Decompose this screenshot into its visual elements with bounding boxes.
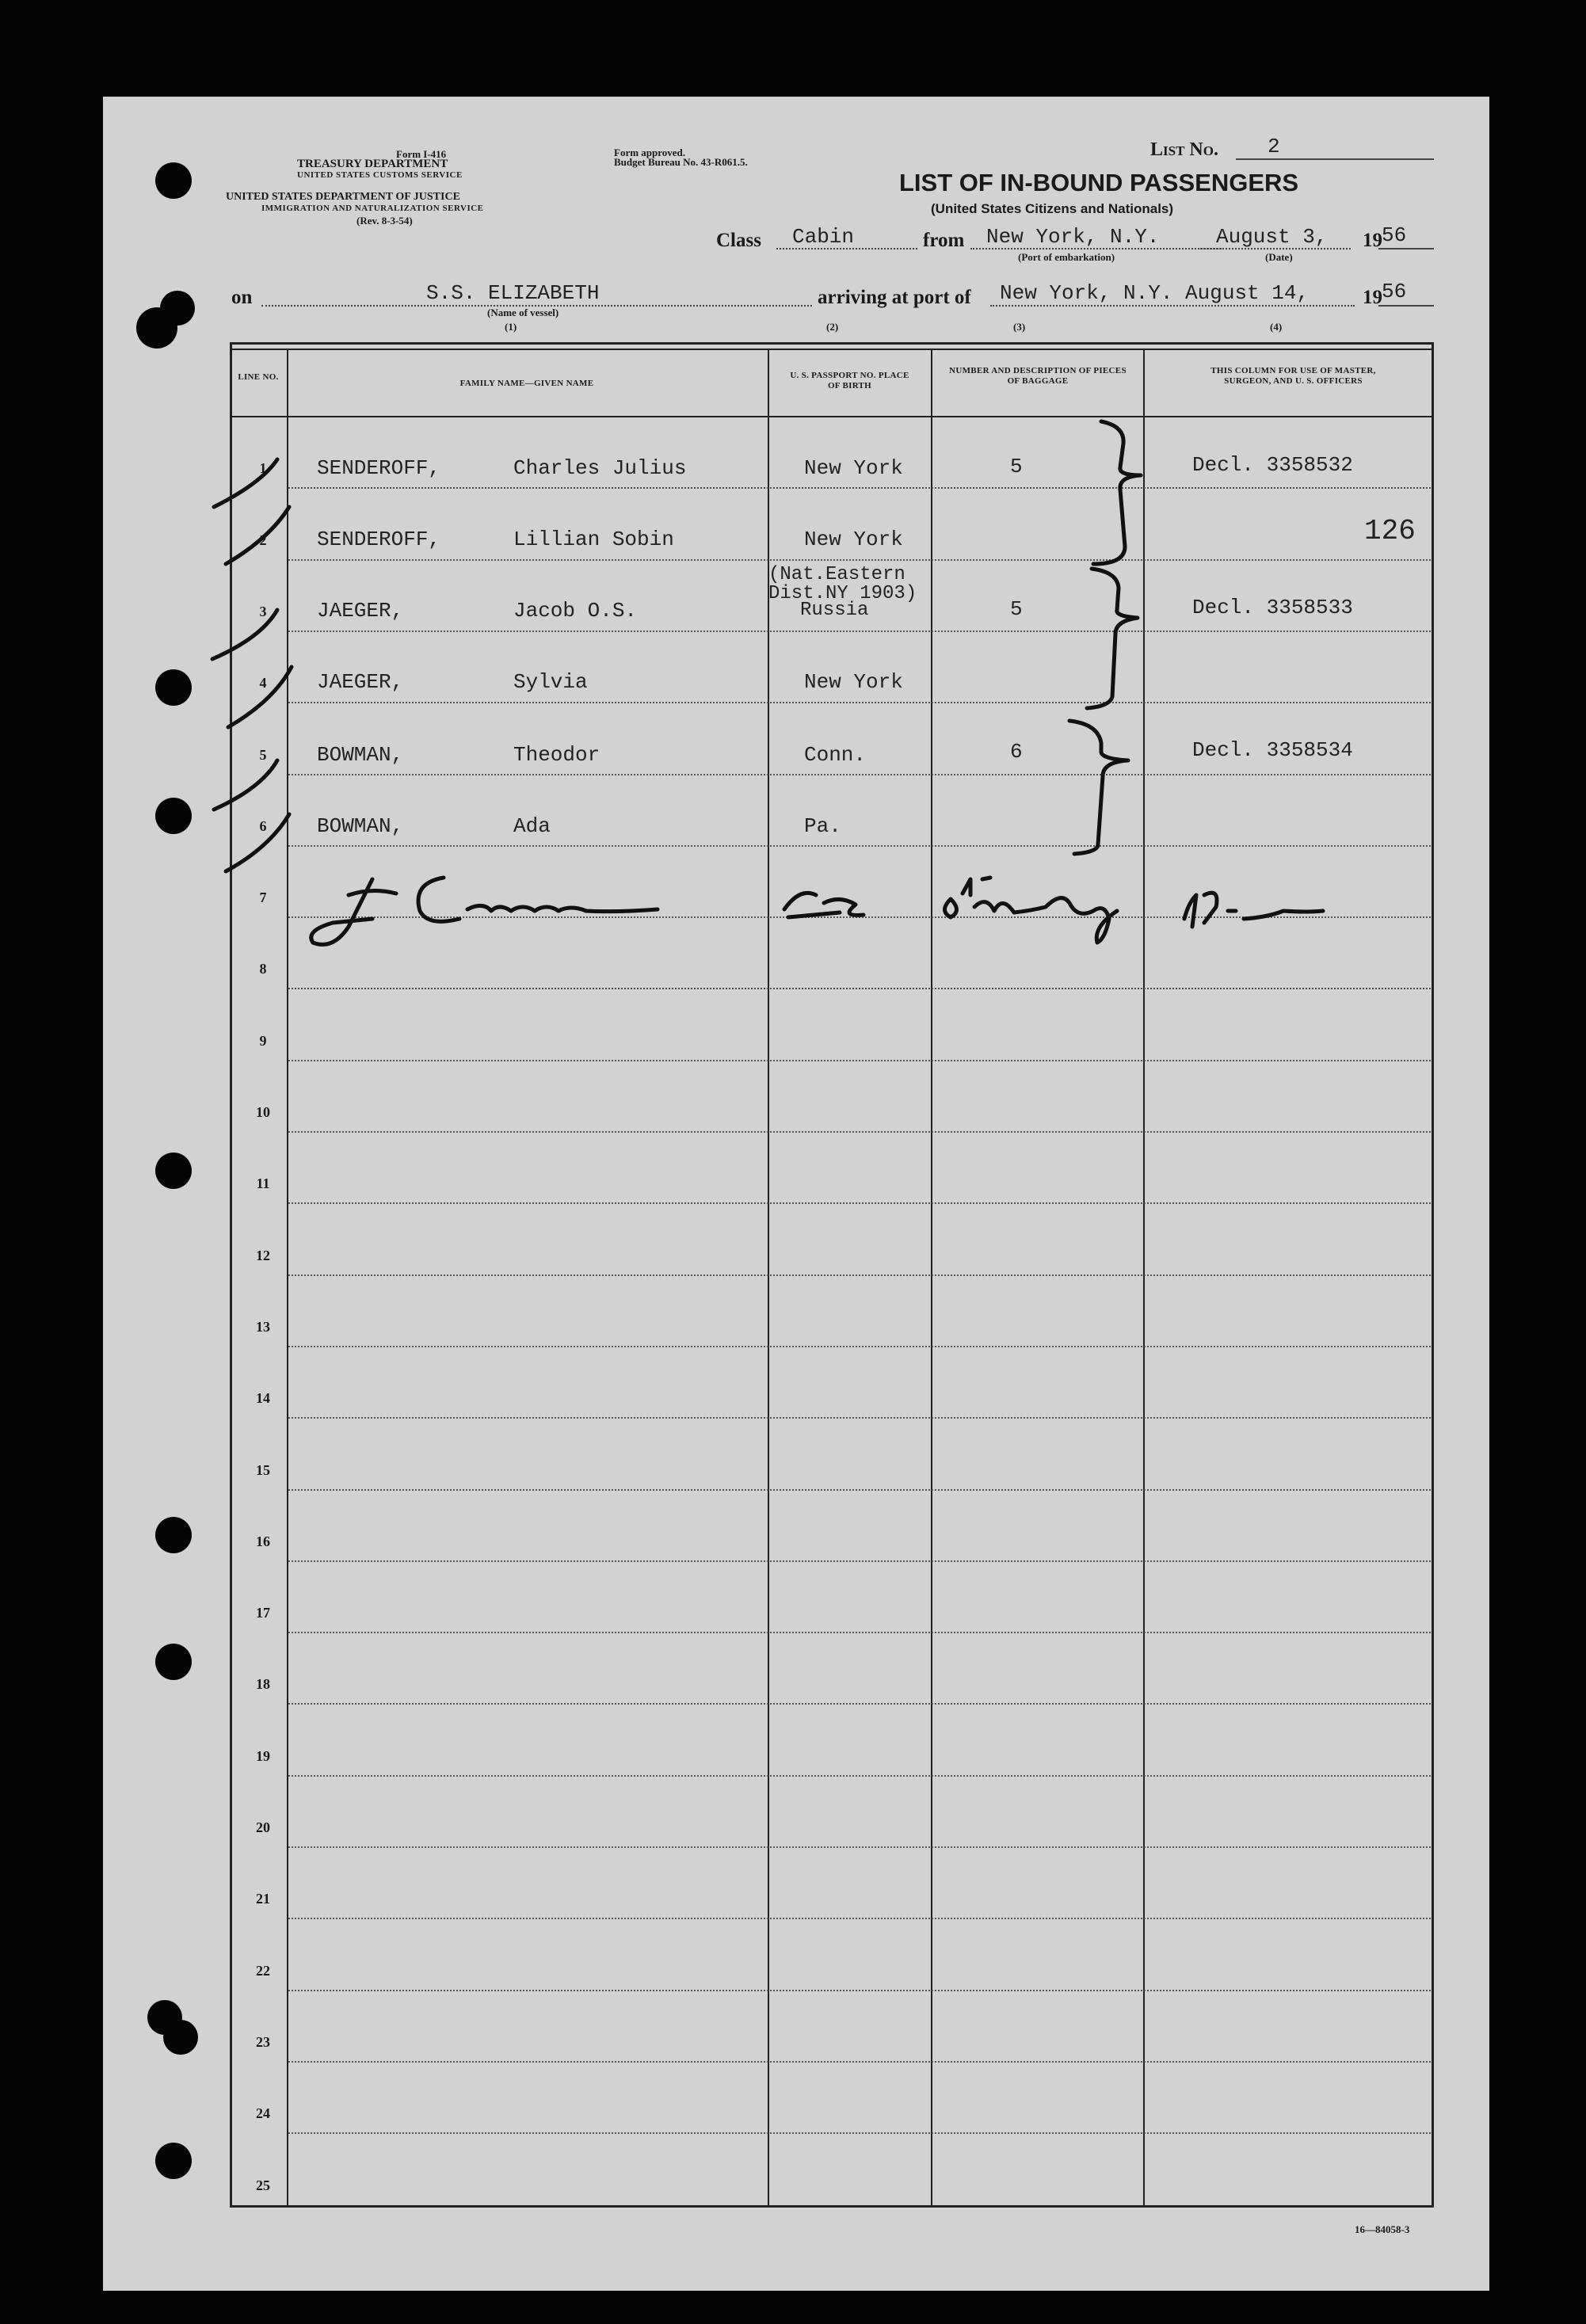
on-label: on [231,287,253,308]
page-title: LIST OF IN-BOUND PASSENGERS [899,169,1299,196]
revision: (Rev. 8-3-54) [356,215,413,227]
check-mark [226,507,289,564]
signature-mark [311,878,658,945]
departure-year-prefix: 19 [1363,230,1382,251]
header-baggage: NUMBER AND DESCRIPTION OF PIECES OF BAGGAGE [949,366,1127,386]
brace-mark [1093,421,1141,564]
header-officers: THIS COLUMN FOR USE OF MASTER, SURGEON, AND U. S. OFFICERS [1210,366,1376,386]
arrival-port-date: New York, N.Y. August 14, [1000,281,1310,305]
from-label: from [923,230,965,251]
col-mark-4: (4) [1270,321,1283,333]
passenger-declaration: Decl. 3358534 [1192,738,1353,762]
line-number: 22 [256,1963,270,1979]
line-number: 11 [256,1175,270,1191]
date-caption: (Date) [1265,251,1293,263]
passenger-baggage: 5 [1010,455,1023,478]
vessel-caption: (Name of vessel) [487,307,559,318]
from-value: New York, N.Y. [986,225,1160,249]
line-number: 25 [256,2177,270,2193]
arriving-label: arriving at port of [818,287,971,308]
arrival-year-prefix: 19 [1363,287,1382,308]
brace-mark [1069,721,1128,854]
col-mark-3: (3) [1013,321,1026,333]
list-no-label: List No. [1150,139,1218,160]
passenger-given: Jacob O.S. [513,599,638,623]
line-number: 20 [256,1819,270,1835]
col-mark-1: (1) [505,321,517,333]
signature-mark [784,893,864,917]
passenger-family: JAEGER, [317,670,404,694]
check-mark [228,667,292,727]
passenger-given: Ada [513,814,551,838]
passenger-family: BOWMAN, [317,743,404,767]
line-number: 17 [256,1605,270,1621]
line-number: 7 [259,890,267,905]
form-number: Form I-416 [396,148,447,160]
passenger-baggage: 6 [1010,740,1023,764]
budget-bureau: Budget Bureau No. 43-R061.5. [614,156,748,168]
passenger-birthplace: New York [804,670,903,694]
departure-date: August 3, [1216,225,1328,249]
line-number: 21 [256,1891,270,1907]
passenger-baggage: 5 [1010,597,1023,621]
line-number: 16 [256,1533,270,1549]
line-number: 1 [259,460,267,476]
line-number: 5 [259,747,267,763]
ins-service: IMMIGRATION AND NATURALIZATION SERVICE [261,204,484,213]
arrival-year-suffix: 56 [1382,280,1407,303]
check-mark [214,459,277,507]
justice-dept: UNITED STATES DEPARTMENT OF JUSTICE [226,191,460,203]
header-passport: U. S. PASSPORT NO. PLACE OF BIRTH [790,371,909,391]
passenger-family: SENDEROFF, [317,528,441,551]
brace-mark [1087,569,1138,708]
line-number: 6 [259,818,267,834]
passenger-declaration: Decl. 3358533 [1192,596,1353,619]
from-caption: (Port of embarkation) [1018,251,1115,263]
line-number: 2 [259,532,267,548]
passenger-family: JAEGER, [317,599,404,623]
line-number: 14 [256,1390,270,1406]
form-approved: Form approved. [614,147,686,158]
vessel-name: S.S. ELIZABETH [426,281,600,305]
line-number: 13 [256,1319,270,1335]
signature-mark [945,878,1324,943]
passenger-birthplace: Russia [800,600,869,621]
passenger-birthplace: New York [804,528,903,551]
passenger-given: Theodor [513,743,600,767]
class-value: Cabin [792,225,855,249]
line-number: 19 [256,1748,270,1764]
line-number: 24 [256,2105,270,2121]
line-number: 3 [259,604,267,619]
line-number: 9 [259,1033,267,1049]
page-subtitle: (United States Citizens and Nationals) [931,201,1174,216]
check-mark [212,610,277,659]
passenger-birth-note: (Nat.Eastern Dist.NY 1903) [768,564,917,604]
passenger-given: Lillian Sobin [513,528,674,551]
list-no-value: 2 [1268,135,1280,158]
header-line-no: LINE NO. [238,372,279,382]
line-number: 12 [256,1248,270,1263]
line-number: 8 [259,961,267,977]
col-mark-2: (2) [826,321,839,333]
passenger-birthplace: New York [804,456,903,480]
passenger-family: BOWMAN, [317,814,404,838]
passenger-declaration: Decl. 3358532 [1192,453,1353,477]
check-mark [214,760,277,810]
page-count: 126 [1364,515,1416,547]
passenger-family: SENDEROFF, [317,456,441,480]
class-label: Class [716,230,761,251]
passenger-birthplace: Pa. [804,814,841,838]
print-code: 16—84058-3 [1355,2223,1410,2235]
passenger-birthplace: Conn. [804,743,867,767]
line-number: 18 [256,1676,270,1692]
departure-year-suffix: 56 [1382,223,1407,247]
line-number: 4 [259,675,267,691]
line-number: 15 [256,1462,270,1478]
treasury-dept: TREASURY DEPARTMENT [297,158,448,170]
customs-service: UNITED STATES CUSTOMS SERVICE [297,170,463,180]
header-name: FAMILY NAME—GIVEN NAME [459,379,594,388]
line-number: 10 [256,1104,270,1120]
passenger-given: Charles Julius [513,456,687,480]
passenger-given: Sylvia [513,670,588,694]
line-number: 23 [256,2034,270,2050]
check-mark [226,814,289,871]
